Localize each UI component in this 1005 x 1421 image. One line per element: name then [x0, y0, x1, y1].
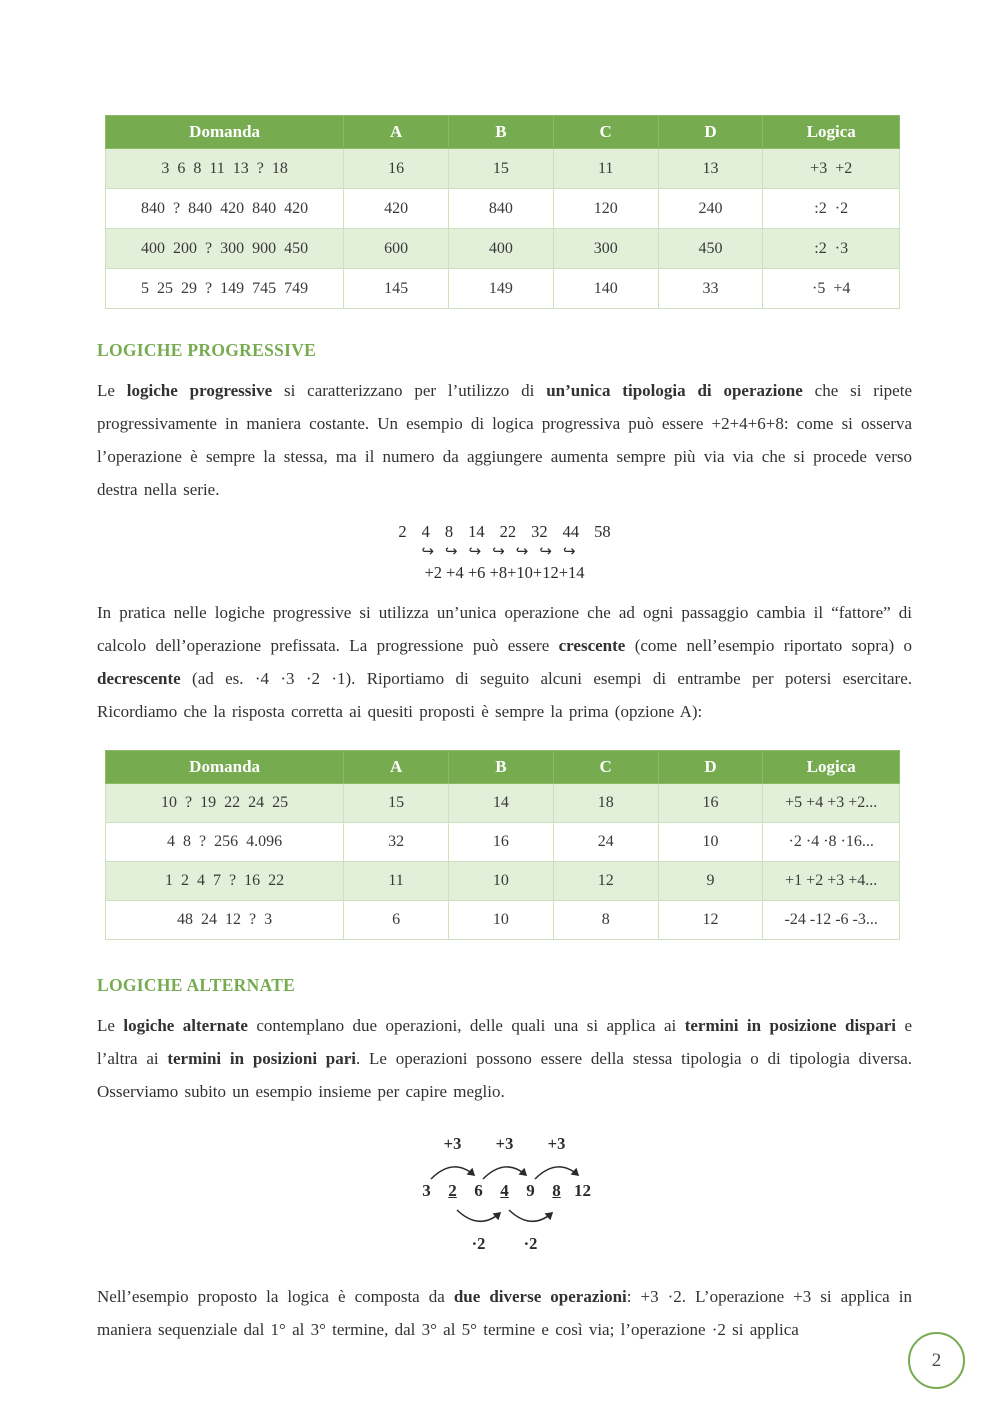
- text-run-bold: due diverse operazioni: [453, 1287, 627, 1306]
- curved-arrow-icon: ↪: [562, 542, 576, 560]
- series-operations: +2 +4 +6 +8+10+12+14: [424, 563, 585, 582]
- cell-logic: :2 ·2: [763, 189, 900, 229]
- cell-option-c: 300: [553, 229, 658, 269]
- series-term-underlined: 4: [500, 1181, 509, 1200]
- text-run: si caratterizzano per l’utilizzo di: [272, 381, 547, 400]
- cell-option-d: 240: [658, 189, 763, 229]
- operation-label: +3: [547, 1134, 566, 1153]
- section-heading-progressive: LOGICHE PROGRESSIVE: [97, 340, 317, 360]
- series-term-underlined: 8: [552, 1181, 561, 1200]
- cell-option-c: 8: [553, 901, 658, 940]
- table-header-row: [106, 116, 900, 149]
- table-row: [106, 269, 900, 309]
- cell-question: 840 ? 840 420 840 420: [106, 189, 344, 229]
- table-row: [106, 149, 900, 189]
- curved-arrow-icon: ↪: [492, 542, 505, 560]
- cell-option-b: 15: [449, 149, 554, 189]
- col-header-domanda: Domanda: [106, 116, 344, 149]
- table-header-row: [106, 751, 900, 784]
- curved-arrow-icon: ↪: [445, 542, 458, 560]
- series-number: 58: [594, 522, 611, 541]
- cell-option-d: 9: [658, 862, 763, 901]
- curved-arrow-icon: ↪: [515, 542, 529, 560]
- paragraph: [97, 374, 912, 506]
- cell-option-a: 420: [344, 189, 449, 229]
- text-run-bold: crescente: [558, 636, 626, 655]
- cell-option-a: 15: [344, 784, 449, 823]
- series-numbers: [97, 522, 912, 542]
- operation-label: ·2: [523, 1234, 538, 1253]
- paragraph: [97, 596, 912, 728]
- col-header-b: B: [449, 751, 554, 784]
- cell-option-a: 145: [344, 269, 449, 309]
- bottom-arcs-arrows: [414, 1207, 596, 1233]
- series-table-1: [105, 115, 900, 309]
- text-run: (ad es. ·4 ·3 ·2 ·1). Riportiamo di seguito alcuni esempi di entrambe per potersi esercitare. Ricordiamo che la risposta corretta ai quesiti proposti è sempre la prima (opzione A):: [97, 669, 912, 721]
- cell-question: 3 6 8 11 13 ? 18: [106, 149, 344, 189]
- cell-option-b: 16: [449, 823, 554, 862]
- paragraph: [97, 1280, 912, 1346]
- table-row: [106, 229, 900, 269]
- cell-option-c: 12: [553, 862, 658, 901]
- col-header-d: D: [658, 116, 763, 149]
- cell-option-d: 16: [658, 784, 763, 823]
- page-number-badge: [908, 1332, 965, 1389]
- series-number: 44: [562, 522, 580, 541]
- cell-logic: -24 -12 -6 -3...: [763, 901, 900, 940]
- series-term: 12: [574, 1181, 591, 1200]
- cell-option-b: 10: [449, 862, 554, 901]
- text-run-bold: un’unica tipologia di operazione: [546, 381, 803, 400]
- cell-option-c: 120: [553, 189, 658, 229]
- cell-option-a: 16: [344, 149, 449, 189]
- col-header-c: C: [553, 116, 658, 149]
- table-row: [106, 823, 900, 862]
- operation-label: +3: [495, 1134, 514, 1153]
- cell-question: 4 8 ? 256 4.096: [106, 823, 344, 862]
- cell-option-d: 450: [658, 229, 763, 269]
- cell-question: 48 24 12 ? 3: [106, 901, 344, 940]
- cell-option-d: 13: [658, 149, 763, 189]
- curved-arrow-icon: ↪: [468, 542, 482, 560]
- series-term: 6: [474, 1181, 483, 1200]
- cell-option-d: 33: [658, 269, 763, 309]
- cell-logic: ·5 +4: [763, 269, 900, 309]
- text-run: e l’altra ai: [97, 1016, 912, 1068]
- text-run-bold: logiche alternate: [123, 1016, 248, 1035]
- series-number: 32: [531, 522, 548, 541]
- series-term: 9: [526, 1181, 535, 1200]
- table-row: [106, 784, 900, 823]
- cell-option-b: 840: [449, 189, 554, 229]
- cell-option-b: 149: [449, 269, 554, 309]
- cell-option-b: 400: [449, 229, 554, 269]
- text-run: : +3 ·2. L’operazione +3 si applica in maniera sequenziale dal 1° al 3° termine, dal 3° al 5° termine e così via; l’operazione ·2 si applica: [97, 1287, 912, 1339]
- cell-option-a: 600: [344, 229, 449, 269]
- cell-logic: :2 ·3: [763, 229, 900, 269]
- col-header-a: A: [344, 116, 449, 149]
- cell-option-c: 140: [553, 269, 658, 309]
- text-run: (come nell’esempio riportato sopra) o: [625, 636, 912, 655]
- col-header-domanda: Domanda: [106, 751, 344, 784]
- series-term-underlined: 2: [448, 1181, 457, 1200]
- cell-question: 10 ? 19 22 24 25: [106, 784, 344, 823]
- cell-logic: +5 +4 +3 +2...: [763, 784, 900, 823]
- section-heading-alternate: LOGICHE ALTERNATE: [97, 975, 296, 995]
- series-number: 8: [444, 522, 454, 541]
- cell-option-a: 32: [344, 823, 449, 862]
- table-row: [106, 862, 900, 901]
- text-run: contemplano due operazioni, delle quali una si applica ai: [247, 1016, 685, 1035]
- text-run: . Le operazioni possono essere della stessa tipologia o di tipologia diversa. Osserviamo subito un esempio insieme per capire meglio.: [97, 1049, 912, 1101]
- text-run-bold: termini in posizioni pari: [167, 1049, 357, 1068]
- alternate-example-diagram: [414, 1134, 596, 1260]
- cell-option-c: 18: [553, 784, 658, 823]
- text-run: che si ripete progressivamente in maniera costante. Un esempio di logica progressiva può essere +2+4+6+8: come si osserva l’operazione è sempre la stessa, ma il numero da aggiungere aumenta sempre più via via che si procede verso destra nella serie.: [97, 381, 912, 499]
- cell-question: 1 2 4 7 ? 16 22: [106, 862, 344, 901]
- page-number: 2: [931, 1349, 942, 1371]
- col-header-a: A: [344, 751, 449, 784]
- series-number: 2: [398, 522, 407, 541]
- col-header-d: D: [658, 751, 763, 784]
- text-run: Le: [97, 1016, 124, 1035]
- col-header-logica: Logica: [763, 751, 900, 784]
- cell-option-c: 11: [553, 149, 658, 189]
- cell-question: 400 200 ? 300 900 450: [106, 229, 344, 269]
- col-header-logica: Logica: [763, 116, 900, 149]
- curved-arrow-icon: ↪: [421, 542, 435, 560]
- top-arcs-arrows: [414, 1155, 596, 1181]
- series-arrows: [91, 542, 906, 560]
- cell-option-b: 10: [449, 901, 554, 940]
- cell-logic: +3 +2: [763, 149, 900, 189]
- text-run: In pratica nelle logiche progressive si utilizza un’unica operazione che ad ogni passaggio cambia il “fattore” di calcolo dell’operazione prefissata. La progressione può essere: [97, 603, 912, 655]
- text-run-bold: logiche progressive: [126, 381, 273, 400]
- table-row: [106, 189, 900, 229]
- series-table-2: [105, 750, 900, 940]
- text-run-bold: decrescente: [97, 669, 181, 688]
- cell-option-d: 10: [658, 823, 763, 862]
- cell-option-a: 6: [344, 901, 449, 940]
- series-number: 22: [499, 522, 517, 541]
- text-run: Nell’esempio proposto la logica è composta da: [97, 1287, 454, 1306]
- series-term: 3: [422, 1181, 431, 1200]
- cell-option-a: 11: [344, 862, 449, 901]
- operation-label: ·2: [471, 1234, 486, 1253]
- cell-option-b: 14: [449, 784, 554, 823]
- series-number: 4: [421, 522, 430, 541]
- progressive-example-diagram: [97, 522, 912, 583]
- col-header-b: B: [449, 116, 554, 149]
- table-row: [106, 901, 900, 940]
- cell-option-d: 12: [658, 901, 763, 940]
- cell-option-c: 24: [553, 823, 658, 862]
- paragraph: [97, 1009, 912, 1108]
- text-run: Le: [97, 381, 127, 400]
- operation-label: +3: [443, 1134, 462, 1153]
- col-header-c: C: [553, 751, 658, 784]
- cell-logic: ·2 ·4 ·8 ·16...: [763, 823, 900, 862]
- series-number: 14: [468, 522, 485, 541]
- series-terms: [414, 1181, 596, 1201]
- cell-logic: +1 +2 +3 +4...: [763, 862, 900, 901]
- text-run-bold: termini in posizione dispari: [684, 1016, 897, 1035]
- cell-question: 5 25 29 ? 149 745 749: [106, 269, 344, 309]
- curved-arrow-icon: ↪: [539, 542, 552, 560]
